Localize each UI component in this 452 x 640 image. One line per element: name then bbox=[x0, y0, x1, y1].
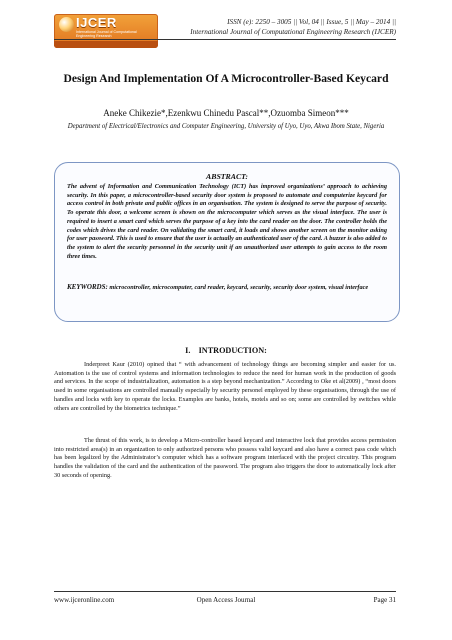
issn-line: ISSN (e): 2250 – 3005 || Vol, 04 || Issue, 5 || May – 2014 || bbox=[227, 18, 396, 26]
footer-page-number: Page 31 bbox=[373, 596, 396, 604]
footer-access: Open Access Journal bbox=[196, 596, 256, 604]
keywords-block bbox=[67, 283, 387, 293]
paper-affiliation: Department of Electrical/Electronics and Computer Engineering, University of Uyo, Uyo, Akwa Ibom State, Nigeria bbox=[67, 123, 385, 130]
logo-band bbox=[54, 41, 158, 48]
keywords-text: microcontroller, microcomputer, card reader, keycard, security, security door system, visual interface bbox=[109, 284, 369, 291]
section-heading: I. INTRODUCTION: bbox=[185, 346, 267, 355]
logo-globe-icon bbox=[59, 17, 74, 32]
intro-paragraph-2 bbox=[54, 437, 396, 481]
paper-title: Design And Implementation Of A Microcontroller-Based Keycard bbox=[63, 72, 389, 85]
intro-paragraph-1 bbox=[54, 361, 396, 413]
logo-name: IJCER bbox=[76, 15, 117, 30]
intro-paragraph-1-text: Inderpreet Kaur (2010) opined that “ with advancement of technology things are becoming simpler and easier for us. Automation is the use of control systems and information technologies to reduce the need for human work in the production of goods and services. In the scope of industrialization, automation is a step beyond mechanization.” According to Oke et al(2009) , “most doors used in some organisations are controlled manually especially by security personel employed by these organisations, through the use of handles and locks with key to operate the locks. Examples are banks, hotels, motels and so on; some are controlled by switches while others are controlled by the biometrics technique.” bbox=[54, 361, 396, 412]
journal-name-line: International Journal of Computational Engineering Research (IJCER) bbox=[190, 28, 396, 36]
abstract-text: The advent of Information and Communication Technology (ICT) has improved organizations’ approach to achieving security. In this paper, a microcontroller-based security door system is proposed to automate and computerize keycard for access control in both private and public offices in an organisation. The system is designed to serve the purpose of security. To operate this door, a welcome screen is shown on the microcomputer which serves as the visual interface. The user is required to insert a smart card which serves the purpose of a key into the card reader on the door. The controller holds the codes which drives the card reader. On validating the smart card, it loads and shows another screen on the monitor asking for user password. This is used to ensure that the user is actually an authenticated user of the card. A buzzer is also added to the system to alert the security personnel in the security unit if an unauthorized user attempts to gain access to the room three times. bbox=[67, 183, 387, 260]
intro-paragraph-2-text: The thrust of this work, is to develop a Micro-controller based keycard and interactive lock that provides access permission into restricted area(s) in an organization to only authorized persons who possess valid keycard and also have a correct pass code which has been legalized by the Administrator’s computer which has a software program interfaced with the project circuitry. This program handles the validation of the card and the authentication of the password. The program also triggers the door to automatically lock after 30 seconds of opening. bbox=[54, 437, 396, 479]
logo-tagline: International Journal of Computational Engineering Research bbox=[76, 30, 137, 39]
paper-authors: Aneke Chikezie*,Ezenkwu Chinedu Pascal**,Ozuomba Simeon*** bbox=[103, 108, 349, 118]
footer-divider bbox=[54, 591, 396, 592]
abstract-box bbox=[54, 162, 400, 322]
footer-website-link[interactable]: www.ijceronline.com bbox=[54, 596, 115, 604]
abstract-heading: ABSTRACT: bbox=[206, 172, 248, 181]
keywords-label: KEYWORDS: bbox=[67, 283, 108, 291]
header-divider bbox=[54, 39, 396, 40]
journal-logo bbox=[54, 14, 158, 48]
